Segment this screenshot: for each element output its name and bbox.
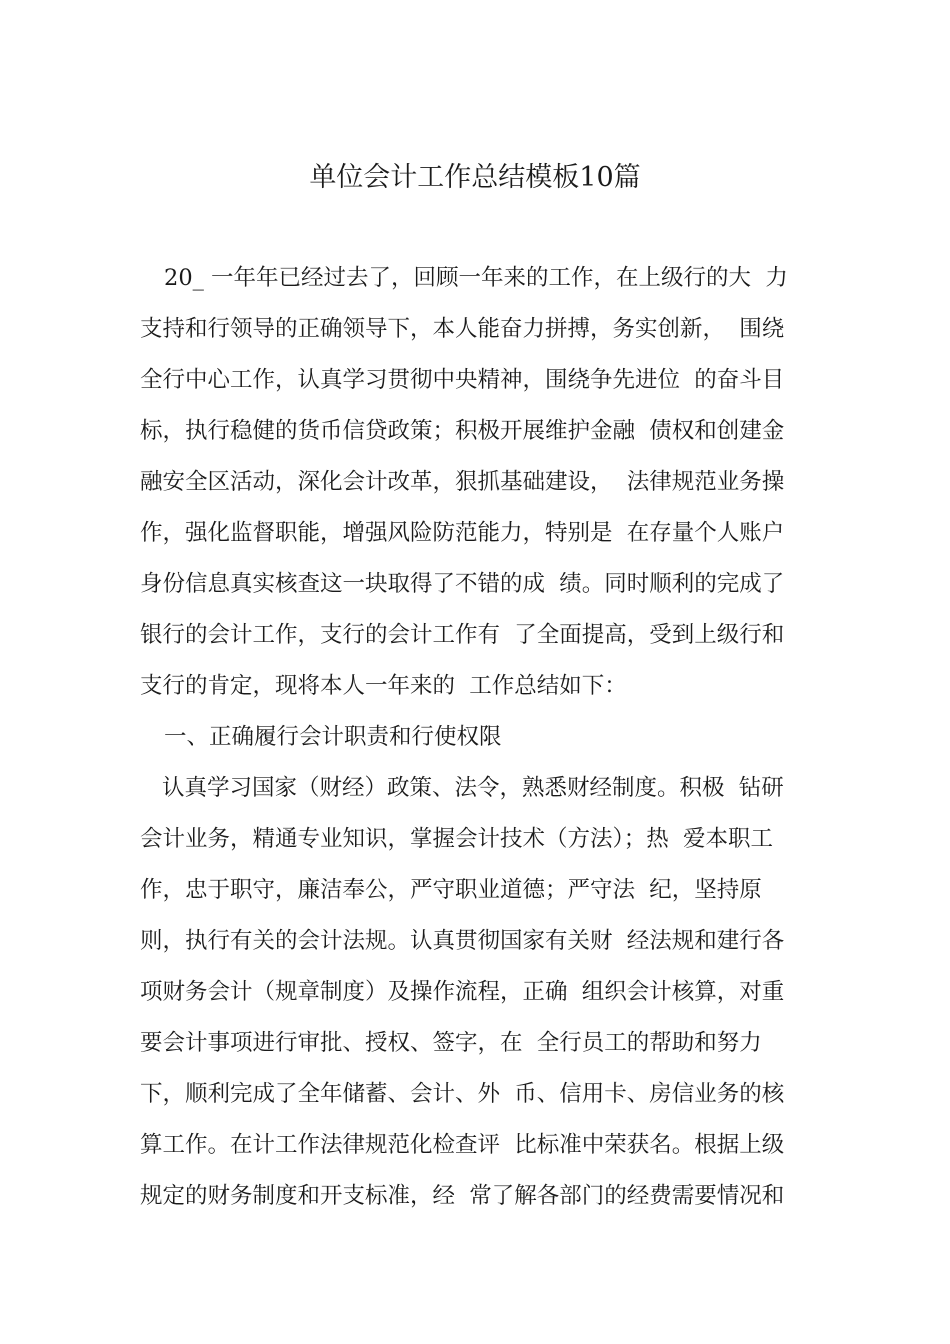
document-body: [140, 253, 830, 1222]
text-line: 银行的会计工作，支行的会计工作有 了全面提高，受到上级行和: [140, 622, 785, 648]
text-line: 融安全区活动，深化会计改革，狠抓基础建设， 法律规范业务操: [140, 469, 785, 495]
text-line: 项财务会计（规章制度）及操作流程，正确 组织会计核算，对重: [140, 979, 785, 1005]
text-line: 身份信息真实核查这一块取得了不错的成 绩。同时顺利的完成了: [140, 571, 785, 597]
text-line: 一、正确履行会计职责和行使权限: [164, 724, 502, 750]
text-line: 规定的财务制度和开支标准，经 常了解各部门的经费需要情况和: [140, 1183, 785, 1209]
text-line: 支行的肯定，现将本人一年来的 工作总结如下：: [140, 673, 627, 699]
text-line: 作，忠于职守，廉洁奉公，严守职业道德；严守法 纪，坚持原: [140, 877, 762, 903]
text-line: 下，顺利完成了全年储蓄、会计、外 币、信用卡、房信业务的核: [140, 1081, 785, 1107]
text-line: 20_ 一年年已经过去了，回顾一年来的工作，在上级行的大 力: [164, 265, 788, 291]
text-line: 全行中心工作，认真学习贯彻中央精神，围绕争先进位 的奋斗目: [140, 367, 785, 393]
text-line: 算工作。在计工作法律规范化检查评 比标准中荣获名。根据上级: [140, 1132, 785, 1158]
text-line: 作，强化监督职能，增强风险防范能力，特别是 在存量个人账户: [140, 520, 785, 546]
text-line: 认真学习国家（财经）政策、法令，熟悉财经制度。积极 钻研: [162, 775, 784, 801]
text-line: 会计业务，精通专业知识，掌握会计技术（方法）；热 爱本职工: [140, 826, 774, 852]
text-line: 则，执行有关的会计法规。认真贯彻国家有关财 经法规和建行各: [140, 928, 785, 954]
text-line: 支持和行领导的正确领导下，本人能奋力拼搏，务实创新， 围绕: [140, 316, 785, 342]
text-line: 标，执行稳健的货币信贷政策；积极开展维护金融 债权和创建金: [140, 418, 785, 444]
text-line: 要会计事项进行审批、授权、签字，在 全行员工的帮助和努力: [140, 1030, 762, 1056]
document-title: 单位会计工作总结模板10篇: [309, 162, 641, 193]
